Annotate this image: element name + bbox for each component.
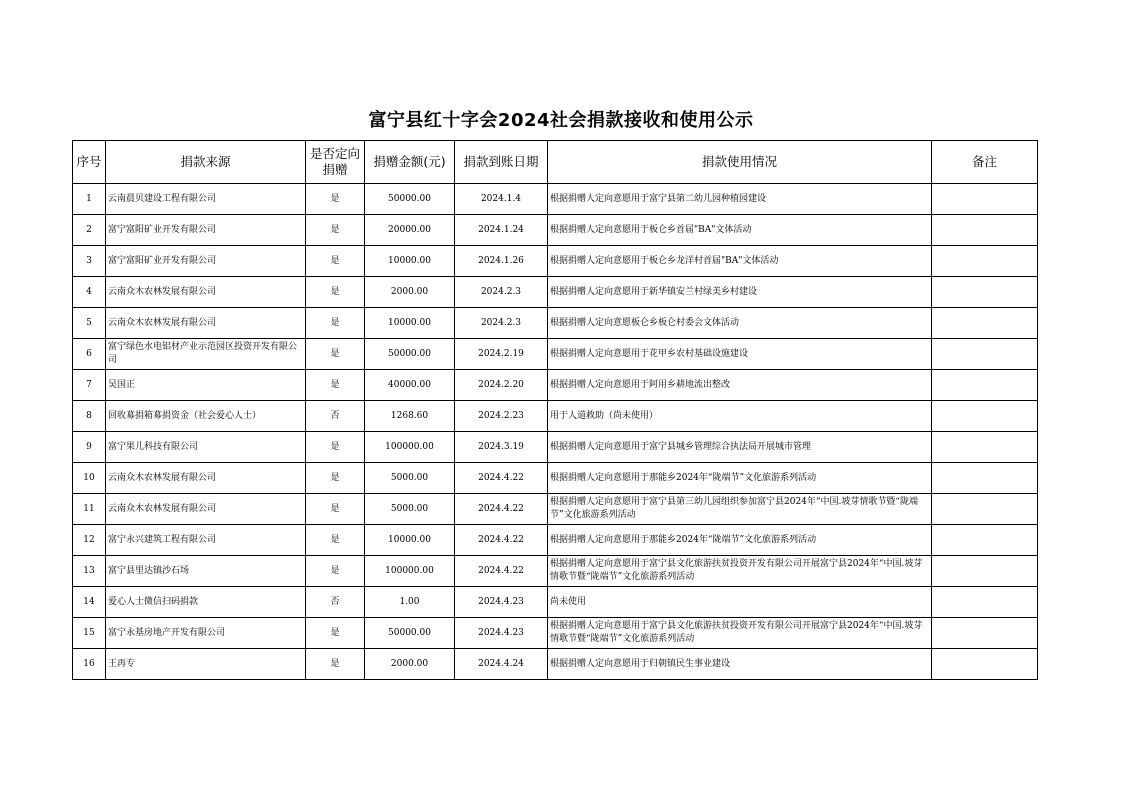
- cell-source: 富宁县里达镇沙石场: [106, 556, 306, 587]
- cell-source: 云南众木农林发展有限公司: [106, 308, 306, 339]
- cell-note: [932, 432, 1038, 463]
- cell-source: 爱心人士微信扫码捐款: [106, 587, 306, 618]
- cell-no: 2: [73, 215, 106, 246]
- cell-directed: 是: [306, 339, 365, 370]
- cell-directed: 是: [306, 432, 365, 463]
- cell-date: 2024.1.24: [455, 215, 548, 246]
- cell-date: 2024.1.4: [455, 184, 548, 215]
- cell-usage: 根据捐赠人定向意愿用于新华镇安兰村绿美乡村建设: [548, 277, 932, 308]
- header-date: 捐款到账日期: [455, 141, 548, 184]
- cell-no: 3: [73, 246, 106, 277]
- cell-no: 15: [73, 618, 106, 649]
- cell-date: 2024.4.22: [455, 556, 548, 587]
- cell-note: [932, 401, 1038, 432]
- cell-amount: 10000.00: [365, 308, 455, 339]
- cell-note: [932, 370, 1038, 401]
- table-row: [73, 370, 1038, 401]
- header-usage: 捐款使用情况: [548, 141, 932, 184]
- table-row: [73, 618, 1038, 649]
- cell-directed: 是: [306, 463, 365, 494]
- table-row: [73, 525, 1038, 556]
- cell-date: 2024.2.3: [455, 277, 548, 308]
- table-row: [73, 587, 1038, 618]
- cell-directed: 是: [306, 277, 365, 308]
- cell-directed: 是: [306, 215, 365, 246]
- cell-directed: 是: [306, 184, 365, 215]
- cell-no: 6: [73, 339, 106, 370]
- cell-usage: 根据捐赠人定向意愿用于富宁县城乡管理综合执法局开展城市管理: [548, 432, 932, 463]
- cell-note: [932, 339, 1038, 370]
- cell-date: 2024.1.26: [455, 246, 548, 277]
- cell-source: 富宁富阳矿业开发有限公司: [106, 246, 306, 277]
- donation-table: [72, 140, 1038, 680]
- cell-amount: 10000.00: [365, 246, 455, 277]
- cell-note: [932, 215, 1038, 246]
- cell-note: [932, 463, 1038, 494]
- cell-source: 云南众木农林发展有限公司: [106, 494, 306, 525]
- cell-usage: 根据捐赠人定向意愿用于归朝镇民生事业建设: [548, 649, 932, 680]
- cell-amount: 1268.60: [365, 401, 455, 432]
- cell-amount: 50000.00: [365, 184, 455, 215]
- cell-amount: 100000.00: [365, 432, 455, 463]
- table-row: [73, 215, 1038, 246]
- cell-usage: 根据捐赠人定向意愿用于板仑乡首届"BA"文体活动: [548, 215, 932, 246]
- cell-source: 王再专: [106, 649, 306, 680]
- table-row: [73, 277, 1038, 308]
- cell-amount: 50000.00: [365, 618, 455, 649]
- table-row: [73, 401, 1038, 432]
- cell-usage: 根据捐赠人定向意愿用于富宁县第二幼儿园种植园建设: [548, 184, 932, 215]
- table-row: [73, 184, 1038, 215]
- table-row: [73, 494, 1038, 525]
- cell-date: 2024.3.19: [455, 432, 548, 463]
- cell-source: 云南众木农林发展有限公司: [106, 277, 306, 308]
- cell-source: 回收募捐箱募捐资金（社会爱心人士）: [106, 401, 306, 432]
- cell-no: 11: [73, 494, 106, 525]
- cell-usage: 根据捐赠人定向意愿用于花甲乡农村基础设施建设: [548, 339, 932, 370]
- cell-amount: 50000.00: [365, 339, 455, 370]
- cell-directed: 是: [306, 649, 365, 680]
- document-title: 富宁县红十字会2024社会捐款接收和使用公示: [368, 110, 754, 131]
- cell-amount: 100000.00: [365, 556, 455, 587]
- cell-date: 2024.4.22: [455, 463, 548, 494]
- cell-source: 富宁永基房地产开发有限公司: [106, 618, 306, 649]
- header-source: 捐款来源: [106, 141, 306, 184]
- cell-no: 9: [73, 432, 106, 463]
- cell-note: [932, 587, 1038, 618]
- cell-amount: 1.00: [365, 587, 455, 618]
- table-body: [73, 184, 1038, 680]
- cell-directed: 是: [306, 370, 365, 401]
- cell-usage: 根据捐赠人定向意愿板仑乡板仑村委会文体活动: [548, 308, 932, 339]
- table-header-row: [73, 141, 1038, 184]
- cell-note: [932, 556, 1038, 587]
- cell-source: 富宁富阳矿业开发有限公司: [106, 215, 306, 246]
- cell-amount: 2000.00: [365, 649, 455, 680]
- cell-note: [932, 246, 1038, 277]
- table-row: [73, 308, 1038, 339]
- cell-no: 13: [73, 556, 106, 587]
- cell-note: [932, 184, 1038, 215]
- cell-no: 12: [73, 525, 106, 556]
- cell-directed: 是: [306, 246, 365, 277]
- table-row: [73, 432, 1038, 463]
- cell-note: [932, 308, 1038, 339]
- cell-directed: 是: [306, 618, 365, 649]
- cell-date: 2024.2.3: [455, 308, 548, 339]
- cell-note: [932, 494, 1038, 525]
- table-row: [73, 556, 1038, 587]
- cell-source: 云南众木农林发展有限公司: [106, 463, 306, 494]
- cell-usage: 根据捐赠人定向意愿用于阿用乡耕地流出整改: [548, 370, 932, 401]
- cell-date: 2024.2.23: [455, 401, 548, 432]
- cell-amount: 20000.00: [365, 215, 455, 246]
- cell-directed: 是: [306, 494, 365, 525]
- table-row: [73, 463, 1038, 494]
- cell-directed: 是: [306, 308, 365, 339]
- cell-date: 2024.2.20: [455, 370, 548, 401]
- cell-note: [932, 649, 1038, 680]
- cell-directed: 否: [306, 587, 365, 618]
- cell-usage: 根据捐赠人定向意愿用于板仑乡龙洋村首届"BA"文体活动: [548, 246, 932, 277]
- cell-no: 1: [73, 184, 106, 215]
- cell-amount: 2000.00: [365, 277, 455, 308]
- cell-no: 7: [73, 370, 106, 401]
- cell-no: 4: [73, 277, 106, 308]
- cell-amount: 10000.00: [365, 525, 455, 556]
- cell-usage: 根据捐赠人定向意愿用于富宁县第三幼儿园组织参加富宁县2024年“中国.坡芽情歌节暨“陇端节”文化旅游系列活动: [548, 494, 932, 525]
- cell-source: 富宁绿色水电铝材产业示范园区投资开发有限公司: [106, 339, 306, 370]
- cell-no: 5: [73, 308, 106, 339]
- cell-date: 2024.4.22: [455, 494, 548, 525]
- header-no: 序号: [73, 141, 106, 184]
- cell-note: [932, 277, 1038, 308]
- header-note: 备注: [932, 141, 1038, 184]
- cell-source: 富宁永兴建筑工程有限公司: [106, 525, 306, 556]
- cell-usage: 根据捐赠人定向意愿用于那能乡2024年“陇端节”文化旅游系列活动: [548, 525, 932, 556]
- cell-note: [932, 525, 1038, 556]
- cell-no: 8: [73, 401, 106, 432]
- cell-directed: 是: [306, 525, 365, 556]
- cell-no: 10: [73, 463, 106, 494]
- cell-source: 富宁果儿科技有限公司: [106, 432, 306, 463]
- cell-usage: 根据捐赠人定向意愿用于富宁县文化旅游扶贫投资开发有限公司开展富宁县2024年“中国.坡芽情歌节暨“陇端节”文化旅游系列活动: [548, 556, 932, 587]
- cell-note: [932, 618, 1038, 649]
- cell-amount: 5000.00: [365, 463, 455, 494]
- cell-source: 云南晨贝建设工程有限公司: [106, 184, 306, 215]
- cell-directed: 否: [306, 401, 365, 432]
- cell-source: 吴国正: [106, 370, 306, 401]
- cell-no: 14: [73, 587, 106, 618]
- cell-date: 2024.4.23: [455, 618, 548, 649]
- header-amount: 捐赠金额(元): [365, 141, 455, 184]
- cell-date: 2024.4.24: [455, 649, 548, 680]
- cell-usage: 根据捐赠人定向意愿用于富宁县文化旅游扶贫投资开发有限公司开展富宁县2024年“中国.坡芽情歌节暨“陇端节”文化旅游系列活动: [548, 618, 932, 649]
- cell-date: 2024.4.22: [455, 525, 548, 556]
- cell-date: 2024.2.19: [455, 339, 548, 370]
- cell-usage: 尚未使用: [548, 587, 932, 618]
- table-row: [73, 649, 1038, 680]
- table-row: [73, 246, 1038, 277]
- cell-directed: 是: [306, 556, 365, 587]
- table-row: [73, 339, 1038, 370]
- cell-no: 16: [73, 649, 106, 680]
- cell-date: 2024.4.23: [455, 587, 548, 618]
- header-directed: 是否定向捐赠: [306, 141, 365, 184]
- cell-amount: 40000.00: [365, 370, 455, 401]
- cell-usage: 根据捐赠人定向意愿用于那能乡2024年“陇端节”文化旅游系列活动: [548, 463, 932, 494]
- cell-amount: 5000.00: [365, 494, 455, 525]
- cell-usage: 用于人道救助（尚未使用）: [548, 401, 932, 432]
